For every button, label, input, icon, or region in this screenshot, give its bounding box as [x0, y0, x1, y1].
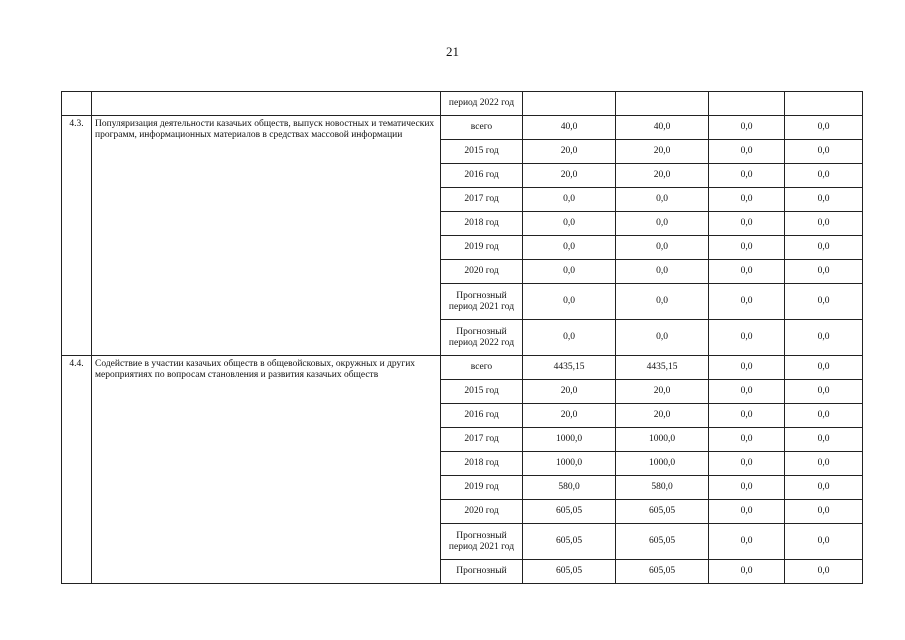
period-cell: 2020 год — [441, 260, 523, 284]
period-cell: 2015 год — [441, 140, 523, 164]
value-cell: 0,0 — [616, 188, 709, 212]
value-cell: 0,0 — [523, 236, 616, 260]
value-cell: 0,0 — [785, 116, 863, 140]
value-cell: 1000,0 — [616, 452, 709, 476]
value-cell: 0,0 — [785, 380, 863, 404]
value-cell: 0,0 — [785, 560, 863, 584]
value-cell: 605,05 — [523, 524, 616, 560]
value-cell: 0,0 — [523, 320, 616, 356]
period-cell: 2017 год — [441, 188, 523, 212]
value-cell: 20,0 — [523, 164, 616, 188]
value-cell: 0,0 — [523, 284, 616, 320]
period-cell: Прогнозный период 2021 год — [441, 284, 523, 320]
value-cell: 20,0 — [523, 140, 616, 164]
value-cell: 605,05 — [616, 524, 709, 560]
value-cell: 0,0 — [709, 356, 785, 380]
period-cell: 2019 год — [441, 236, 523, 260]
period-cell: 2016 год — [441, 164, 523, 188]
value-cell: 0,0 — [709, 164, 785, 188]
value-cell: 0,0 — [709, 188, 785, 212]
value-cell: 0,0 — [785, 356, 863, 380]
table-row — [62, 92, 863, 116]
value-cell: 0,0 — [709, 404, 785, 428]
value-cell: 0,0 — [709, 320, 785, 356]
value-cell: 0,0 — [709, 140, 785, 164]
value-cell: 0,0 — [785, 236, 863, 260]
value-cell — [523, 92, 616, 116]
value-cell: 0,0 — [785, 428, 863, 452]
value-cell: 4435,15 — [616, 356, 709, 380]
value-cell: 0,0 — [709, 236, 785, 260]
value-cell: 0,0 — [709, 428, 785, 452]
period-cell: 2017 год — [441, 428, 523, 452]
value-cell: 0,0 — [785, 188, 863, 212]
value-cell: 40,0 — [616, 116, 709, 140]
period-cell: период 2022 год — [441, 92, 523, 116]
value-cell: 0,0 — [785, 164, 863, 188]
value-cell: 1000,0 — [523, 428, 616, 452]
value-cell — [709, 92, 785, 116]
value-cell: 0,0 — [616, 320, 709, 356]
table-row — [62, 116, 863, 140]
period-cell: 2020 год — [441, 500, 523, 524]
name-cell — [92, 92, 441, 116]
value-cell: 0,0 — [785, 404, 863, 428]
value-cell: 0,0 — [523, 260, 616, 284]
value-cell: 0,0 — [709, 560, 785, 584]
table-row — [62, 356, 863, 380]
value-cell: 0,0 — [709, 476, 785, 500]
value-cell: 0,0 — [616, 212, 709, 236]
value-cell: 605,05 — [616, 500, 709, 524]
value-cell: 20,0 — [616, 164, 709, 188]
value-cell — [616, 92, 709, 116]
value-cell: 20,0 — [616, 380, 709, 404]
value-cell: 0,0 — [709, 260, 785, 284]
section-number: 4.3. — [62, 116, 92, 356]
section-number: 4.4. — [62, 356, 92, 584]
period-cell: Прогнозный период 2021 год — [441, 524, 523, 560]
value-cell: 20,0 — [523, 380, 616, 404]
value-cell: 20,0 — [523, 404, 616, 428]
value-cell: 0,0 — [709, 524, 785, 560]
value-cell: 0,0 — [785, 500, 863, 524]
value-cell: 0,0 — [523, 212, 616, 236]
value-cell: 605,05 — [616, 560, 709, 584]
value-cell: 0,0 — [616, 260, 709, 284]
value-cell: 0,0 — [616, 236, 709, 260]
value-cell: 0,0 — [785, 476, 863, 500]
value-cell: 0,0 — [785, 452, 863, 476]
value-cell: 580,0 — [523, 476, 616, 500]
value-cell: 4435,15 — [523, 356, 616, 380]
value-cell: 0,0 — [785, 212, 863, 236]
value-cell — [785, 92, 863, 116]
value-cell: 20,0 — [616, 404, 709, 428]
section-name: Популяризация деятельности казачьих обществ, выпуск новостных и тематических программ, информационных материалов в средствах массовой информации — [92, 116, 441, 356]
period-cell: Прогнозный период 2022 год — [441, 320, 523, 356]
period-cell: 2016 год — [441, 404, 523, 428]
budget-table — [61, 91, 863, 584]
value-cell: 20,0 — [616, 140, 709, 164]
period-cell: 2015 год — [441, 380, 523, 404]
value-cell: 0,0 — [709, 380, 785, 404]
value-cell: 0,0 — [785, 284, 863, 320]
value-cell: 605,05 — [523, 500, 616, 524]
value-cell: 0,0 — [785, 140, 863, 164]
page-number: 21 — [446, 44, 459, 59]
value-cell: 0,0 — [616, 284, 709, 320]
value-cell: 0,0 — [785, 260, 863, 284]
value-cell: 0,0 — [709, 500, 785, 524]
value-cell: 0,0 — [785, 524, 863, 560]
value-cell: 605,05 — [523, 560, 616, 584]
value-cell: 1000,0 — [616, 428, 709, 452]
value-cell: 0,0 — [709, 116, 785, 140]
value-cell: 1000,0 — [523, 452, 616, 476]
value-cell: 0,0 — [709, 284, 785, 320]
period-cell: 2018 год — [441, 212, 523, 236]
value-cell: 580,0 — [616, 476, 709, 500]
section-name: Содействие в участии казачьих обществ в общевойсковых, окружных и других мероприятиях по вопросам становления и развития казачьих обществ — [92, 356, 441, 584]
value-cell: 0,0 — [709, 452, 785, 476]
value-cell: 0,0 — [709, 212, 785, 236]
period-cell: всего — [441, 116, 523, 140]
period-cell: 2019 год — [441, 476, 523, 500]
table-body — [62, 92, 863, 584]
period-cell: 2018 год — [441, 452, 523, 476]
period-cell: всего — [441, 356, 523, 380]
value-cell: 40,0 — [523, 116, 616, 140]
value-cell: 0,0 — [785, 320, 863, 356]
value-cell: 0,0 — [523, 188, 616, 212]
period-cell: Прогнозный — [441, 560, 523, 584]
num-cell — [62, 92, 92, 116]
